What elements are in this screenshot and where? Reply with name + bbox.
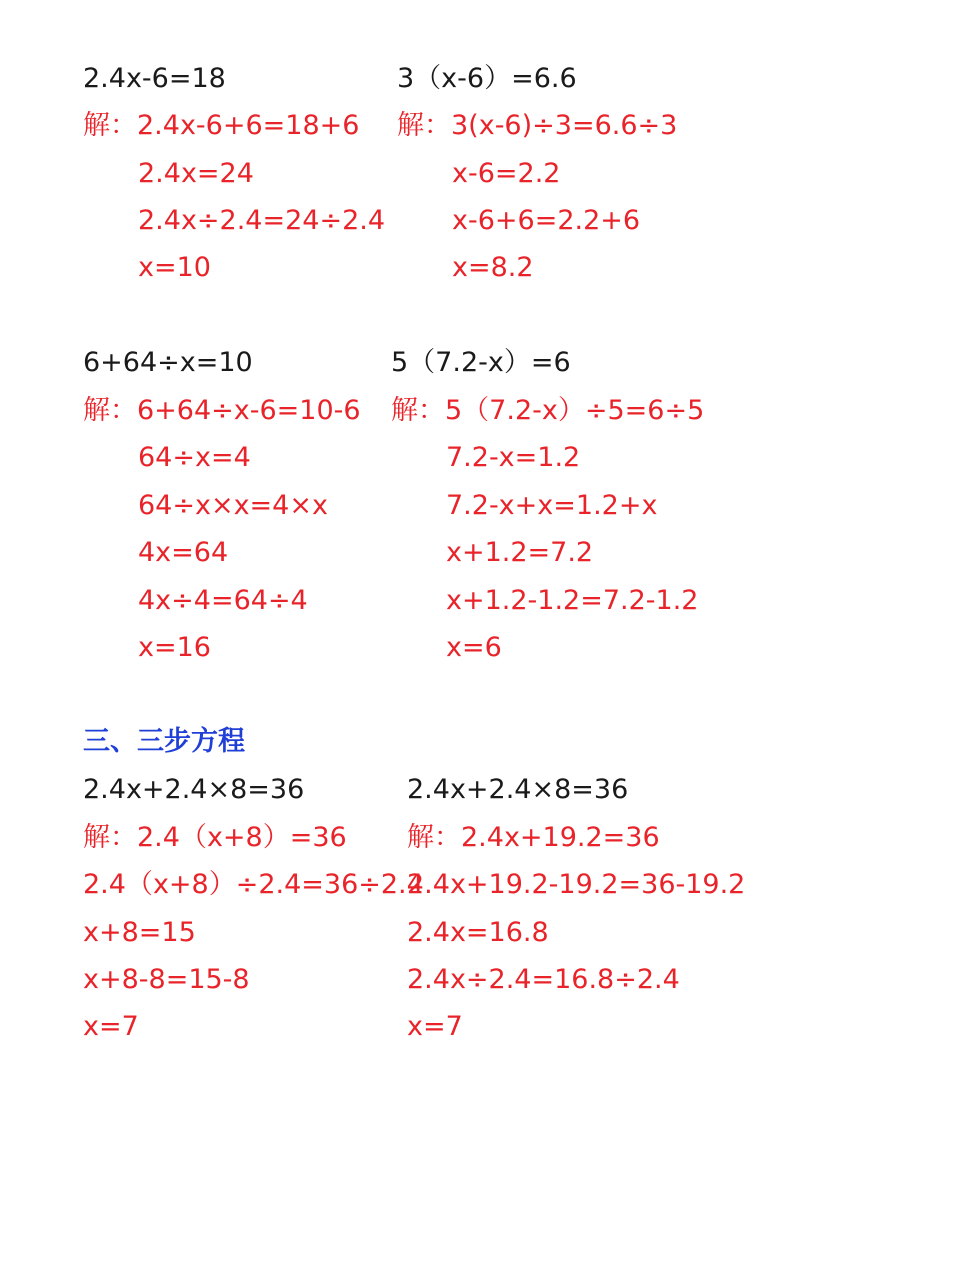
problem-2-step-1: 解：3(x-6)÷3=6.6÷3 <box>397 110 678 141</box>
problem-6-step-1: 解：2.4x+19.2=36 <box>407 822 660 853</box>
problem-4-step-6: x=6 <box>446 632 502 663</box>
problem-3-step-3: 64÷x×x=4×x <box>138 490 328 521</box>
problem-6-step-5: x=7 <box>407 1011 463 1042</box>
problem-5-step-1: 解：2.4（x+8）=36 <box>83 822 347 853</box>
problem-3-step-4: 4x=64 <box>138 537 229 568</box>
problem-3-step-5: 4x÷4=64÷4 <box>138 585 308 616</box>
problem-2-step-3: x-6+6=2.2+6 <box>452 205 641 236</box>
problem-3-step-1: 解：6+64÷x-6=10-6 <box>83 395 361 426</box>
problem-6-step-3: 2.4x=16.8 <box>407 917 549 948</box>
problem-2-equation: 3（x-6）=6.6 <box>397 63 577 94</box>
problem-5-step-4: x+8-8=15-8 <box>83 964 250 995</box>
problem-5-step-5: x=7 <box>83 1011 139 1042</box>
problem-3-step-6: x=16 <box>138 632 211 663</box>
problem-5-equation: 2.4x+2.4×8=36 <box>83 774 305 805</box>
problem-3-equation: 6+64÷x=10 <box>83 347 253 378</box>
problem-4-step-2: 7.2-x=1.2 <box>446 442 581 473</box>
problem-4-step-3: 7.2-x+x=1.2+x <box>446 490 658 521</box>
problem-6-step-4: 2.4x÷2.4=16.8÷2.4 <box>407 964 680 995</box>
problem-2-step-2: x-6=2.2 <box>452 158 561 189</box>
problem-4-equation: 5（7.2-x）=6 <box>391 347 571 378</box>
problem-4-step-5: x+1.2-1.2=7.2-1.2 <box>446 585 699 616</box>
problem-4-step-4: x+1.2=7.2 <box>446 537 594 568</box>
problem-1-step-1: 解：2.4x-6+6=18+6 <box>83 110 360 141</box>
problem-1-step-4: x=10 <box>138 252 211 283</box>
section-heading: 三、三步方程 <box>83 726 245 757</box>
problem-1-step-2: 2.4x=24 <box>138 158 254 189</box>
problem-3-step-2: 64÷x=4 <box>138 442 251 473</box>
problem-2-step-4: x=8.2 <box>452 252 534 283</box>
problem-4-step-1: 解：5（7.2-x）÷5=6÷5 <box>391 395 705 426</box>
problem-1-equation: 2.4x-6=18 <box>83 63 226 94</box>
problem-6-equation: 2.4x+2.4×8=36 <box>407 774 629 805</box>
problem-5-step-3: x+8=15 <box>83 917 196 948</box>
problem-5-step-2: 2.4（x+8）÷2.4=36÷2.4 <box>83 869 424 900</box>
problem-1-step-3: 2.4x÷2.4=24÷2.4 <box>138 205 386 236</box>
problem-6-step-2: 2.4x+19.2-19.2=36-19.2 <box>407 869 746 900</box>
